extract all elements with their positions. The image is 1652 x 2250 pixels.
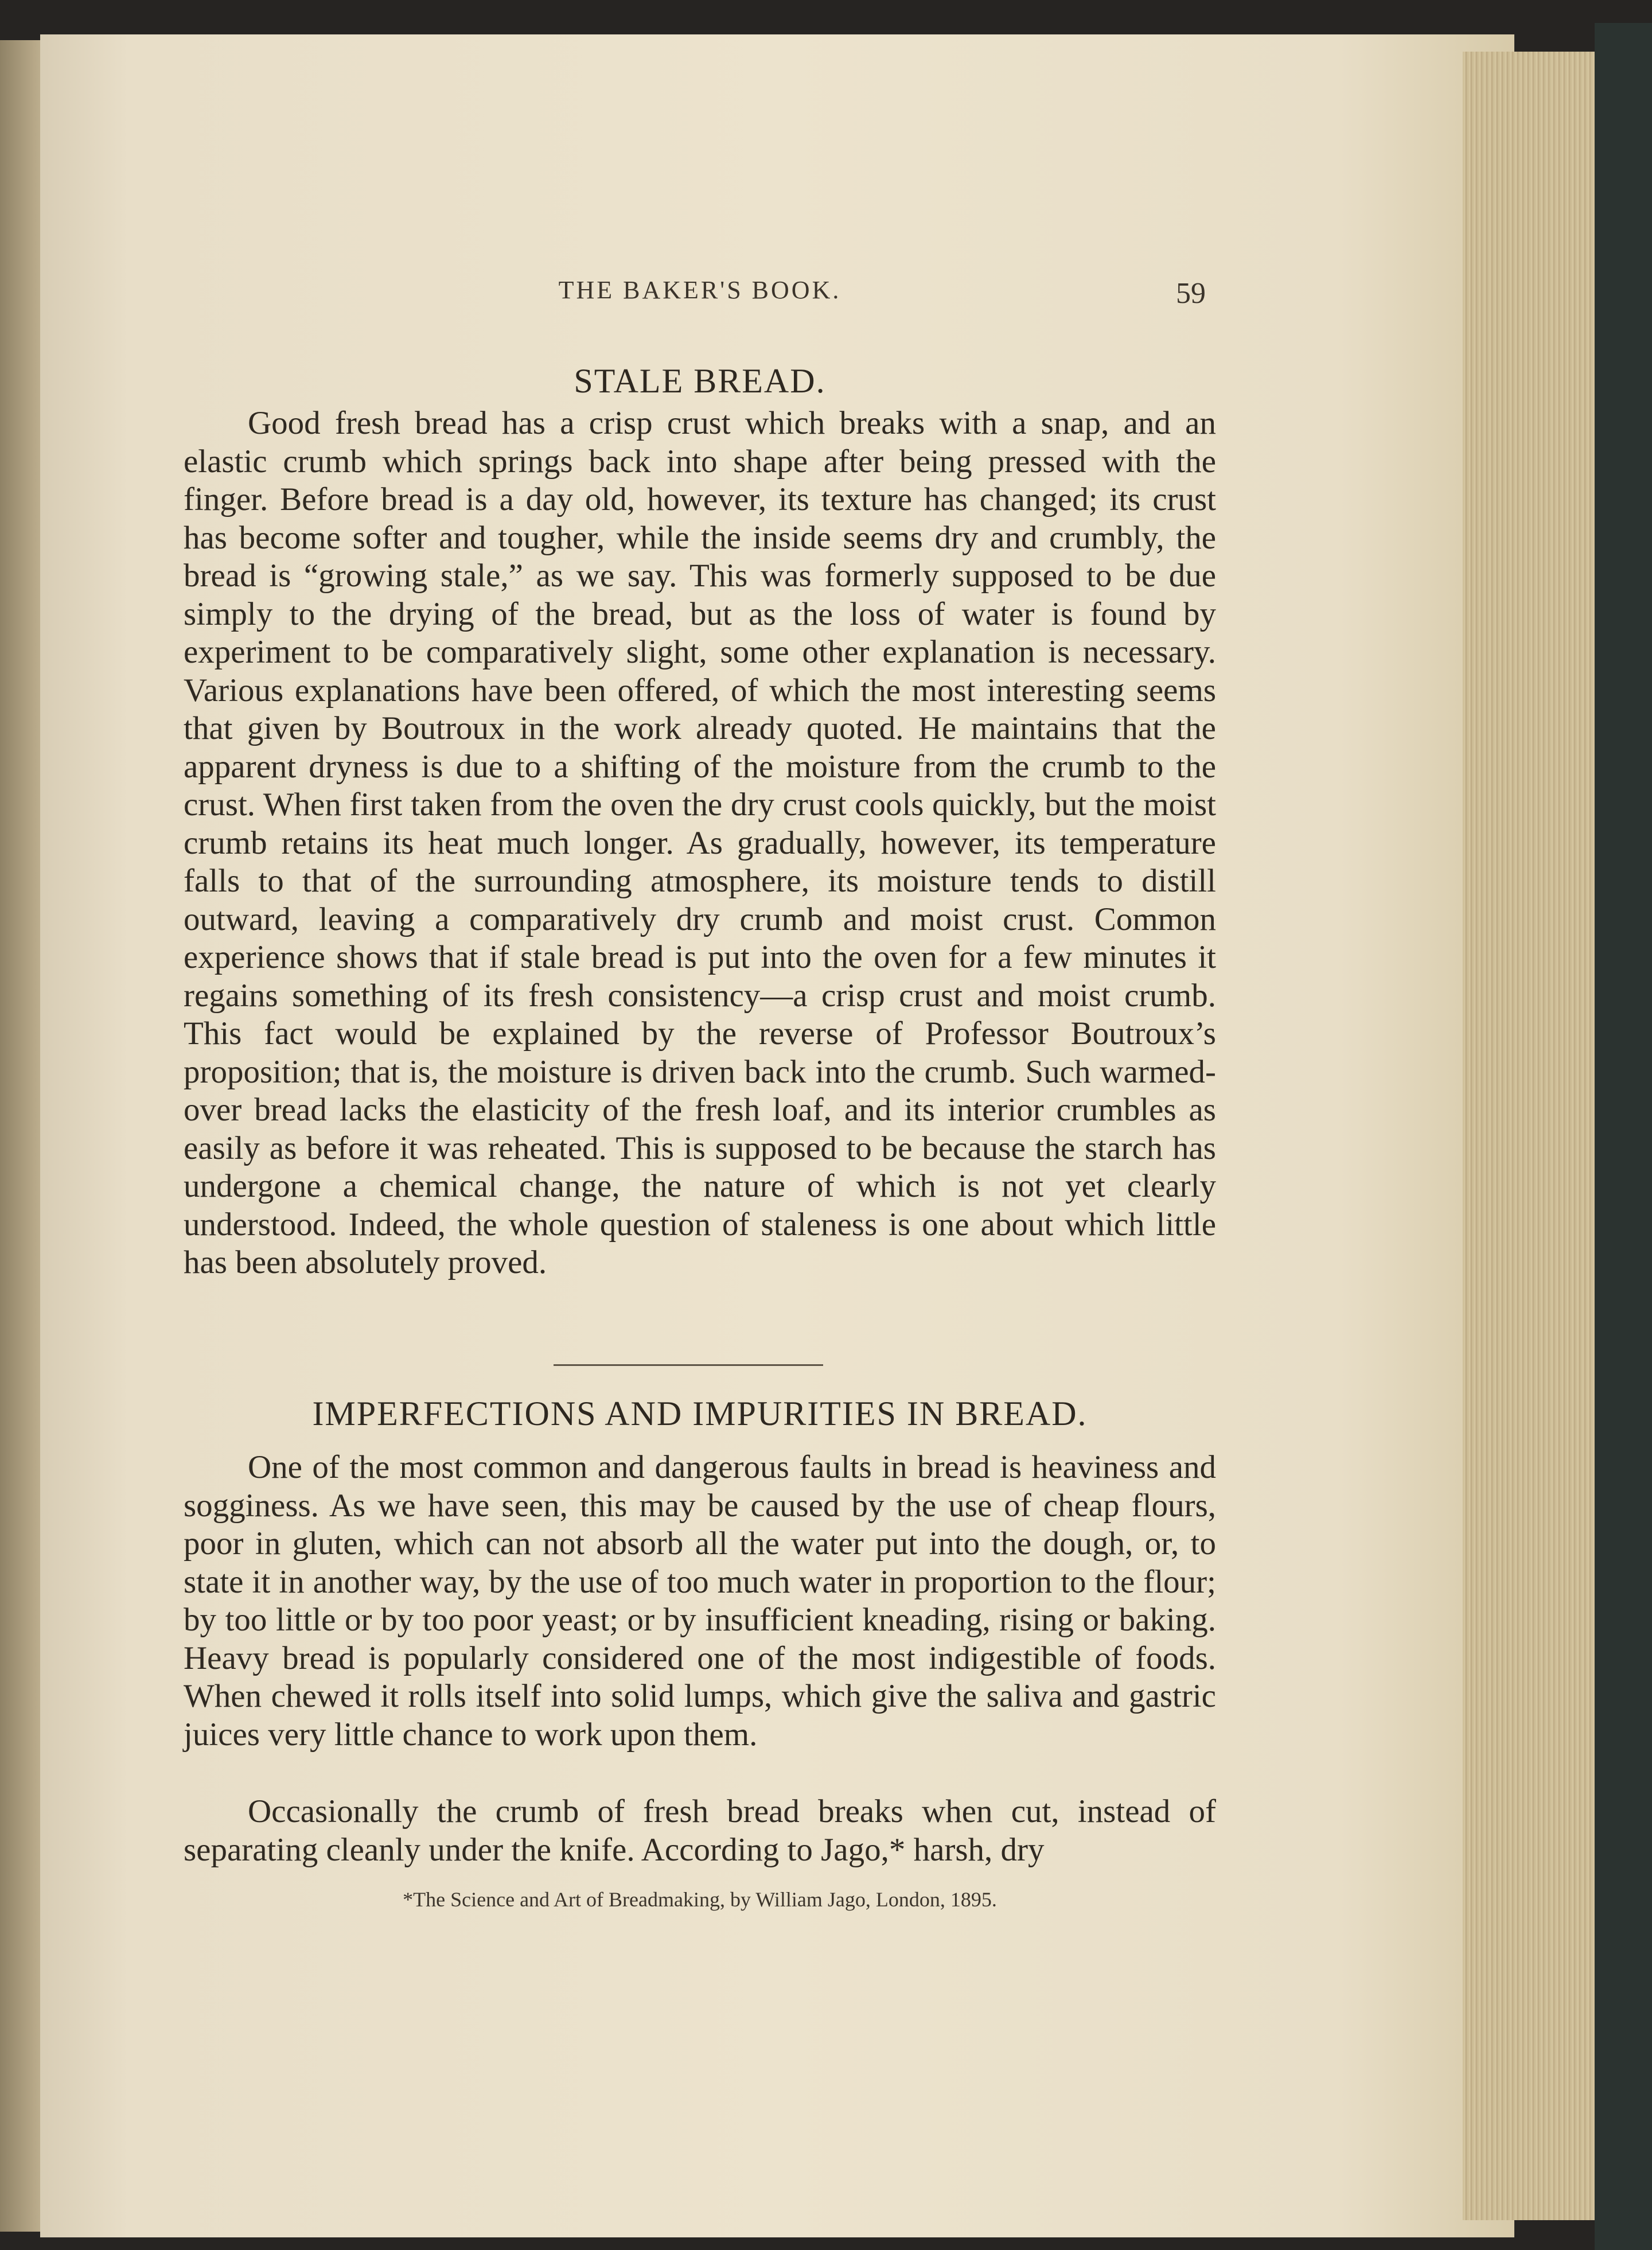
paragraph: Occasionally the crumb of fresh bread breaks when cut, instead of separating cleanly under the knife. According to Jago,* harsh, dry <box>184 1793 1216 1868</box>
footnote: *The Science and Art of Breadmaking, by William Jago, London, 1895. <box>403 1888 997 1911</box>
book-spine <box>1595 23 1652 2250</box>
paragraph: Good fresh bread has a crisp crust which breaks with a snap, and an elastic crumb which springs back into shape after being pressed with the finger. Before bread is a day old, however, its texture has changed; its crust has become softer and tougher, while the inside seems dry and crumbly, the bread is “growing stale,” as we say. This was formerly supposed to be due simply to the drying of the bread, but as the loss of water is found by experiment to be comparatively slight, some other explanation is necessary. Various explanations have been offered, of which the most interesting seems that given by Boutroux in the work already quoted. He maintains that the apparent dryness is due to a shifting of the moisture from the crumb to the crust. When first taken from the oven the dry crust cools quickly, but the moist crumb retains its heat much longer. As gradually, however, its temperature falls to that of the surrounding atmosphere, its moisture tends to distill outward, leaving a comparatively dry crumb and moist crust. Common experience shows that if stale bread is put into the oven for a few minutes it regains something of its fresh consistency—a crisp crust and moist crumb. This fact would be explained by the reverse of Professor Boutroux’s proposition; that is, the moisture is driven back into the crumb. Such warmed-over bread lacks the elasticity of the fresh loaf, and its interior crumbles as easily as before it was reheated. This is supposed to be because the starch has undergone a chemical change, the nature of which is not yet clearly understood. Indeed, the whole question of staleness is one about which little has been absolutely proved. <box>184 405 1216 1280</box>
paragraph: One of the most common and dangerous faults in bread is heaviness and sogginess. As we have seen, this may be caused by the use of cheap flours, poor in gluten, which can not absorb all the water put into the dough, or, to state it in another way, by the use of too much water in proportion to the flour; by too little or by too poor yeast; or by insufficient kneading, rising or baking. Heavy bread is popularly considered one of the most indigestible of foods. When chewed it rolls itself into solid lumps, which give the saliva and gastric juices very little chance to work upon them. <box>184 1449 1216 1753</box>
page-stack-edge <box>1463 52 1598 2220</box>
page-header <box>184 275 1216 316</box>
section-divider <box>554 1364 823 1366</box>
section-title-imperfections: IMPERFECTIONS AND IMPURITIES IN BREAD. <box>312 1395 1088 1432</box>
page-number: 59 <box>1176 277 1206 310</box>
running-head: THE BAKER'S BOOK. <box>558 276 841 304</box>
section-title-stale-bread: STALE BREAD. <box>574 362 826 400</box>
